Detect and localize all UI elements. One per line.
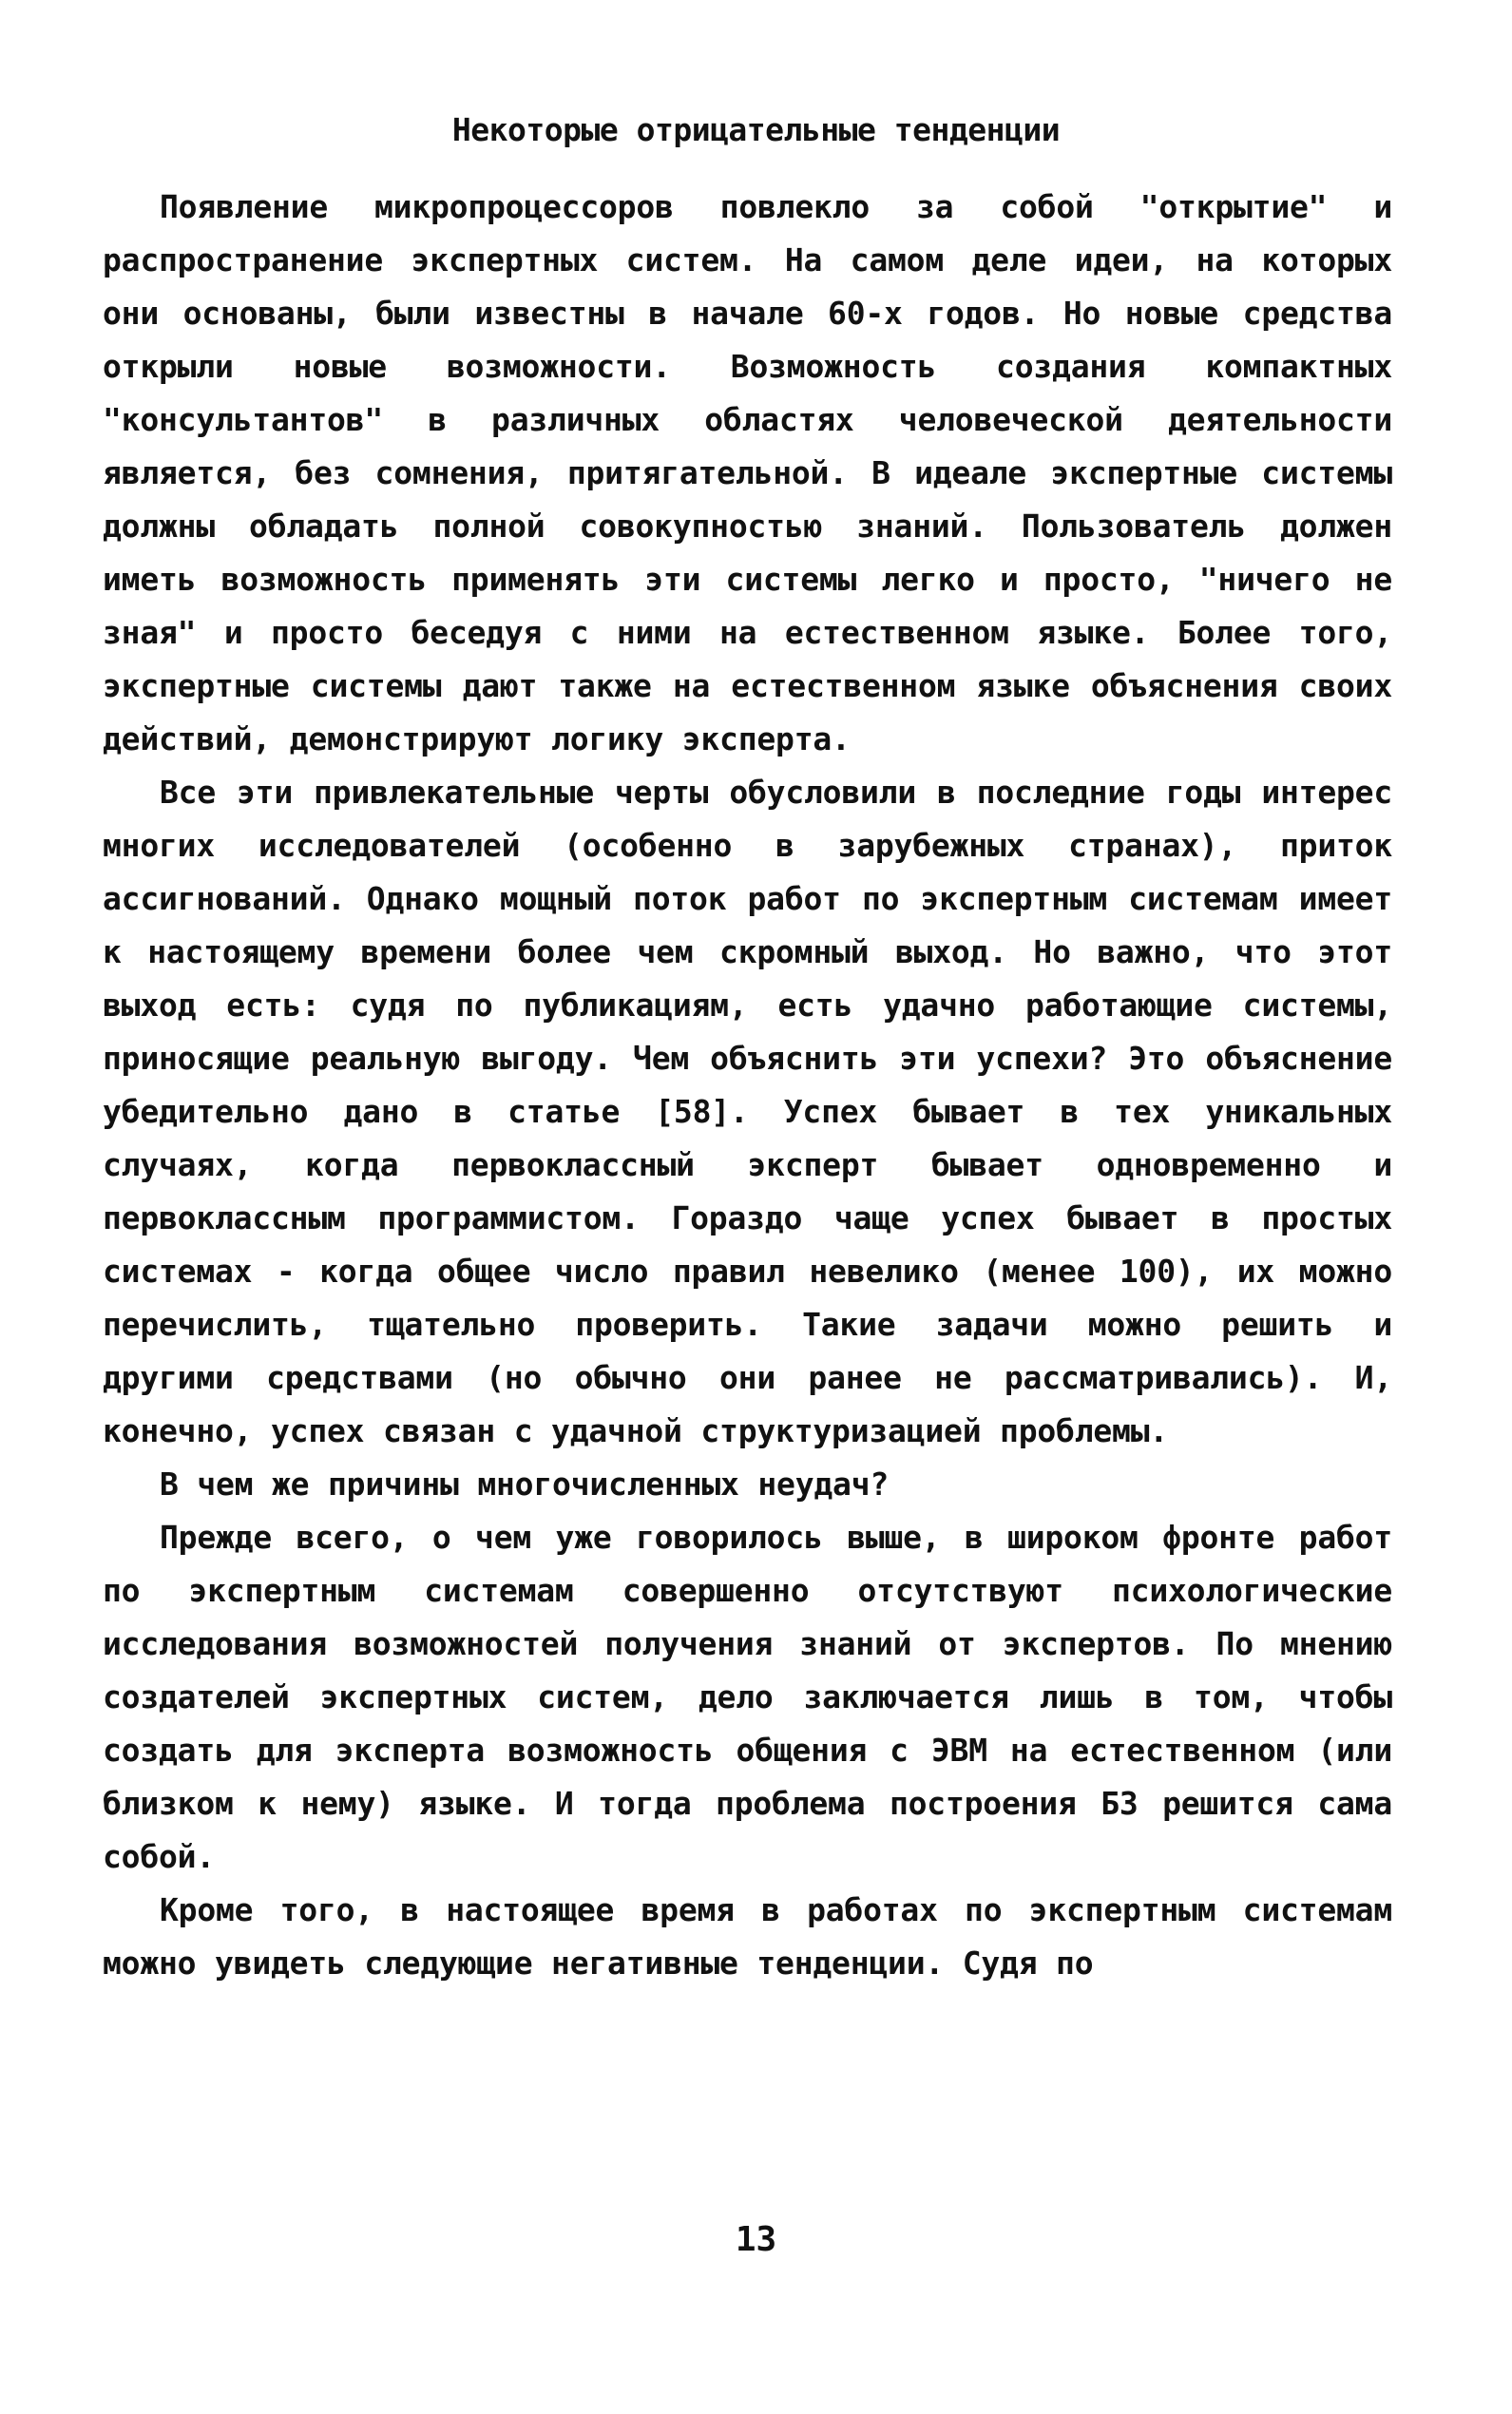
- section-heading: Некоторые отрицательные тенденции: [451, 111, 1061, 148]
- page-number: 13: [735, 2220, 777, 2259]
- body-text: [103, 181, 1392, 1990]
- paragraph: Кроме того, в настоящее время в работах по экспертным системам можно увидеть следующие негативные тенденции. Судя по: [103, 1891, 1392, 1982]
- paragraph: Все эти привлекательные черты обусловили в последние годы интерес многих исследователей (особенно в зарубежных странах), приток ассигнований. Однако мощный поток работ по экспертным системам имеет к настоящему времени более чем скромный выход. Но важно, что этот выход есть: судя по публикациям, есть удачно работающие системы, приносящие реальную выгоду. Чем объяснить эти успехи? Это объяснение убедительно дано в статье [58]. Успех бывает в тех уникальных случаях, когда первоклассный эксперт бывает одновременно и первоклассным программистом. Гораздо чаще успех бывает в простых системах - когда общее число правил невелико (менее 100), их можно перечислить, тщательно проверить. Такие задачи можно решить и другими средствами (но обычно они ранее не рассматривались). И, конечно, успех связан с удачной структуризацией проблемы.: [103, 774, 1392, 1449]
- paragraph: Появление микропроцессоров повлекло за собой "открытие" и распространение экспертных систем. На самом деле идеи, на которых они основаны, были известны в начале 60-х годов. Но новые средства открыли новые возможности. Возможность создания компактных "консультантов" в различных областях человеческой деятельности является, без сомнения, притягательной. В идеале экспертные системы должны обладать полной совокупностью знаний. Пользователь должен иметь возможность применять эти системы легко и просто, "ничего не зная" и просто беседуя с ними на естественном языке. Более того, экспертные системы дают также на естественном языке объяснения своих действий, демонстрируют логику эксперта.: [103, 188, 1392, 757]
- paragraph: В чем же причины многочисленных неудач?: [160, 1466, 890, 1503]
- paragraph: Прежде всего, о чем уже говорилось выше, в широком фронте работ по экспертным системам совершенно отсутствуют психологические исследования возможностей получения знаний от экспертов. По мнению создателей экспертных систем, дело заключается лишь в том, чтобы создать для эксперта возможность общения с ЭВМ на естественном (или близком к нему) языке. И тогда проблема построения БЗ решится сама собой.: [103, 1519, 1392, 1875]
